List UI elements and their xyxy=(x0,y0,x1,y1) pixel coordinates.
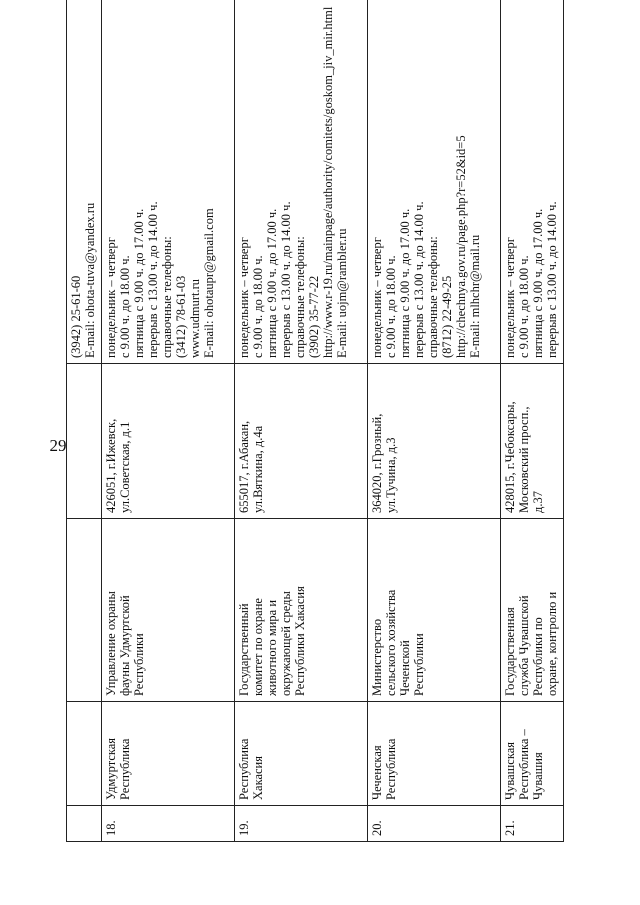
cell-contacts: (3942) 25-61-60 E-mail: ohota-tuva@yandex.ru xyxy=(67,0,102,364)
cell-address xyxy=(67,364,102,519)
table-row xyxy=(368,0,501,842)
cell-organization: Государственная служба Чувашской Республики по охране, контролю и xyxy=(501,519,564,702)
table-row-partial xyxy=(67,0,102,842)
cell-organization: Управление охраны фауны Удмуртской Республики xyxy=(102,519,235,702)
cell-num: 18. xyxy=(102,806,235,842)
cell-address: 364020, г.Грозный, ул.Тучина, д.3 xyxy=(368,364,501,519)
cell-num: 21. xyxy=(501,806,564,842)
cell-organization: Государственный комитет по охране животного мира и окружающей среды Республики Хакасия xyxy=(235,519,368,702)
cell-address: 655017, г.Абакан, ул.Вяткина, д.4а xyxy=(235,364,368,519)
cell-contacts: понедельник – четверг с 9.00 ч. до 18.00 ч. пятница с 9.00 ч. до 17.00 ч. перерыв с 13.00 ч. до 14.00 ч. справочные телефоны: (8712) 22-49-25 http://chechnya.gov.ru/page.php?r=52&id=5 E-mail: mlhchr@mail.ru xyxy=(368,0,501,364)
cell-contacts: понедельник – четверг с 9.00 ч. до 18.00 ч. пятница с 9.00 ч. до 17.00 ч. перерыв с 13.00 ч. до 14.00 ч. справочные телефоны: (3902) 35-77-22 http://www.r-19.ru/mainpage/authority/comitets/goskom_jiv_mir.html E-mail: uojm@rambler.ru xyxy=(235,0,368,364)
cell-address: 426051, г.Ижевск, ул.Советская, д.1 xyxy=(102,364,235,519)
cell-organization xyxy=(67,519,102,702)
contacts-table xyxy=(66,0,564,842)
cell-contacts: понедельник – четверг с 9.00 ч. до 18.00 ч. пятница с 9.00 ч. до 17.00 ч. перерыв с 13.00 ч. до 14.00 ч. справочные телефоны: (3412) 78-61-03 www.udmurt.ru E-mail: ohotaupr@gmail.com xyxy=(102,0,235,364)
table-row xyxy=(235,0,368,842)
cell-region: Чувашская Республика – Чувашия xyxy=(501,702,564,806)
cell-region: Чеченская Республика xyxy=(368,702,501,806)
cell-region xyxy=(67,702,102,806)
page-number: 29 xyxy=(49,436,67,455)
cell-num xyxy=(67,806,102,842)
cell-num: 20. xyxy=(368,806,501,842)
cell-organization: Министерство сельского хозяйства Чеченской Республики xyxy=(368,519,501,702)
cell-region: Удмуртская Республика xyxy=(102,702,235,806)
cell-num: 19. xyxy=(235,806,368,842)
table-row xyxy=(102,0,235,842)
cell-contacts: понедельник – четверг с 9.00 ч. до 18.00 ч. пятница с 9.00 ч. до 17.00 ч. перерыв с 13.00 ч. до 14.00 ч. xyxy=(501,0,564,364)
rotated-page-content xyxy=(66,6,622,842)
table-row-cut xyxy=(501,0,564,842)
cell-region: Республика Хакасия xyxy=(235,702,368,806)
cell-address: 428015, г.Чебоксары, Московский просп., д.37 xyxy=(501,364,564,519)
